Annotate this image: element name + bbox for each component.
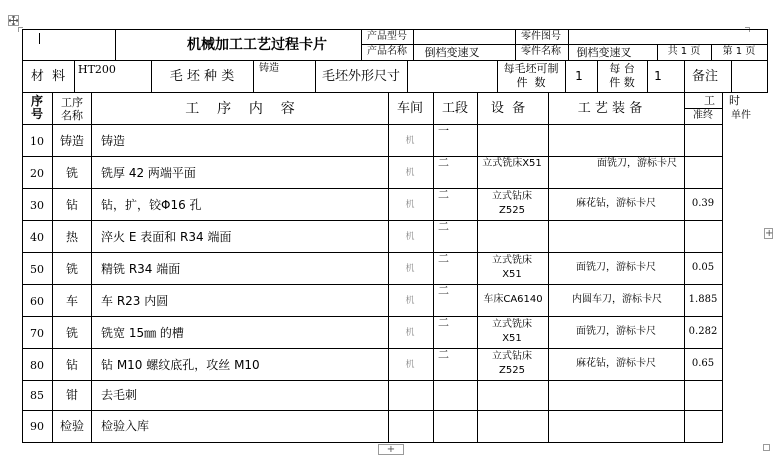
row-content: 淬火 E 表面和 R34 端面	[101, 230, 232, 244]
row-section: 二	[438, 316, 449, 329]
blank-type-label: 毛 坯 种 类	[169, 69, 235, 84]
per-unit-label	[609, 62, 635, 90]
row-workshop: 机	[405, 360, 415, 370]
row-content: 钻 M10 螺纹底孔，攻丝 M10	[101, 358, 260, 372]
row-equipment-2: Z525	[499, 365, 525, 376]
add-row-button[interactable]	[378, 444, 404, 455]
product-name-value: 倒档变速叉	[424, 46, 480, 59]
row-workshop: 机	[405, 136, 415, 146]
row-seq: 40	[30, 231, 44, 244]
product-model-label: 产品型号	[367, 31, 407, 42]
material-label: 材 料	[30, 69, 66, 84]
per-blank-label-2: 件 数	[516, 76, 546, 89]
row-name: 铣	[65, 326, 79, 340]
row-equipment-2: Z525	[499, 205, 525, 216]
row-content: 铣厚 42 两端平面	[101, 166, 196, 180]
col-section: 工段	[441, 101, 469, 116]
row-content: 检验入库	[101, 419, 150, 433]
row-section: 二	[438, 284, 449, 297]
material-value: HT200	[78, 63, 116, 76]
part-drawing-label: 零件图号	[521, 31, 561, 42]
row-content: 去毛刺	[101, 388, 138, 402]
plus-icon: +	[386, 444, 396, 455]
col-seq-1: 序	[30, 94, 44, 108]
text-cursor	[39, 33, 40, 44]
product-name-label: 产品名称	[367, 46, 407, 57]
col-hours-unit: 单件	[731, 110, 751, 121]
row-seq: 60	[30, 295, 44, 308]
part-name-label: 零件名称	[521, 46, 561, 57]
row-unit-hours: 0.39	[691, 198, 715, 209]
row-workshop: 机	[405, 232, 415, 242]
row-content: 钻，扩，铰Φ16 孔	[101, 198, 202, 212]
row-name: 铣	[65, 262, 79, 276]
blank-type-value: 铸造	[259, 63, 279, 74]
table-resize-handle[interactable]	[763, 444, 770, 451]
col-proc-name	[61, 96, 83, 122]
row-name: 钳	[65, 388, 79, 402]
row-unit-hours: 1.885	[688, 294, 718, 305]
row-equipment-2: X51	[502, 333, 522, 344]
col-content: 工 序 内 容	[185, 101, 295, 117]
row-section: 二	[438, 252, 449, 265]
row-seq: 10	[30, 135, 44, 148]
row-name: 钻	[65, 198, 79, 212]
row-equipment-1: 立式铣床	[492, 255, 532, 266]
row-workshop: 机	[405, 200, 415, 210]
row-equipment-1: 立式铣床	[492, 319, 532, 330]
row-workshop: 机	[405, 168, 415, 178]
row-tooling: 面铣刀，游标卡尺	[576, 326, 656, 337]
blank-size-label: 毛坯外形尺寸	[321, 69, 401, 84]
row-equipment	[492, 350, 532, 378]
row-section: 二	[438, 156, 449, 169]
plus-icon: +	[765, 228, 773, 239]
per-blank-label	[504, 62, 559, 90]
move-icon	[9, 16, 18, 25]
col-hours: 工 时	[704, 94, 740, 107]
row-seq: 50	[30, 263, 44, 276]
row-equipment-1: 立式钻床	[492, 191, 532, 202]
col-seq-2: 号	[30, 107, 44, 121]
row-name: 铸造	[59, 134, 85, 148]
page-number: 第 1 页	[722, 46, 756, 57]
row-seq: 85	[30, 389, 44, 402]
per-blank-label-1: 每毛坯可制	[503, 62, 559, 75]
col-tooling: 工 艺 装 备	[577, 101, 643, 116]
col-seq	[31, 95, 43, 121]
col-proc-name-1: 工序	[61, 96, 83, 109]
row-equipment-1: 立式钻床	[492, 351, 532, 362]
row-tooling: 内圆车刀，游标卡尺	[572, 294, 662, 305]
row-tooling: 麻花钻，游标卡尺	[576, 358, 656, 369]
row-section: 二	[438, 220, 449, 233]
row-equipment: 立式铣床X51	[482, 158, 542, 169]
row-seq: 20	[30, 167, 44, 180]
row-unit-hours: 0.65	[691, 358, 715, 369]
row-equipment-2: X51	[502, 269, 522, 280]
row-tooling: 麻花钻，游标卡尺	[576, 198, 656, 209]
table-move-handle[interactable]	[8, 15, 19, 26]
row-workshop: 机	[405, 328, 415, 338]
row-tooling: 面铣刀，游标卡尺	[576, 262, 656, 273]
row-content: 车 R23 内圆	[101, 294, 169, 308]
per-blank-value: 1	[575, 69, 583, 83]
per-unit-label-1: 每 台	[609, 62, 635, 75]
row-seq: 30	[30, 199, 44, 212]
row-seq: 80	[30, 359, 44, 372]
col-workshop: 车间	[396, 101, 424, 116]
row-content: 铸造	[101, 134, 126, 148]
row-unit-hours: 0.05	[691, 262, 715, 273]
row-workshop: 机	[405, 264, 415, 274]
row-seq: 90	[30, 420, 44, 433]
per-unit-value: 1	[654, 69, 662, 83]
row-workshop: 机	[405, 296, 415, 306]
row-name: 热	[65, 230, 79, 244]
col-hours-prep: 准终	[693, 110, 713, 121]
row-unit-hours: 0.282	[688, 326, 718, 337]
row-section: 一	[438, 124, 449, 137]
row-name: 铣	[65, 166, 79, 180]
row-name: 钻	[65, 358, 79, 372]
part-name-value: 倒档变速叉	[576, 46, 632, 59]
row-name: 检验	[59, 419, 85, 433]
row-name: 车	[65, 294, 79, 308]
per-unit-label-2: 件 数	[609, 76, 635, 89]
row-seq: 70	[30, 327, 44, 340]
row-content: 精铣 R34 端面	[101, 262, 181, 276]
row-tooling: 面铣刀，游标卡尺	[597, 158, 677, 169]
row-equipment	[492, 318, 532, 346]
col-equipment: 设 备	[490, 101, 526, 116]
row-section: 二	[438, 188, 449, 201]
row-content: 铣宽 15㎜ 的槽	[101, 326, 184, 340]
row-equipment	[492, 190, 532, 218]
col-proc-name-2: 名称	[61, 109, 83, 122]
card-title: 机械加工工艺过程卡片	[187, 37, 327, 53]
remark-label: 备注	[691, 69, 719, 84]
total-pages: 共 1 页	[667, 46, 701, 57]
row-equipment	[492, 254, 532, 282]
row-section: 二	[438, 348, 449, 361]
add-column-button[interactable]	[764, 228, 773, 239]
row-equipment: 车床CA6140	[483, 294, 543, 305]
